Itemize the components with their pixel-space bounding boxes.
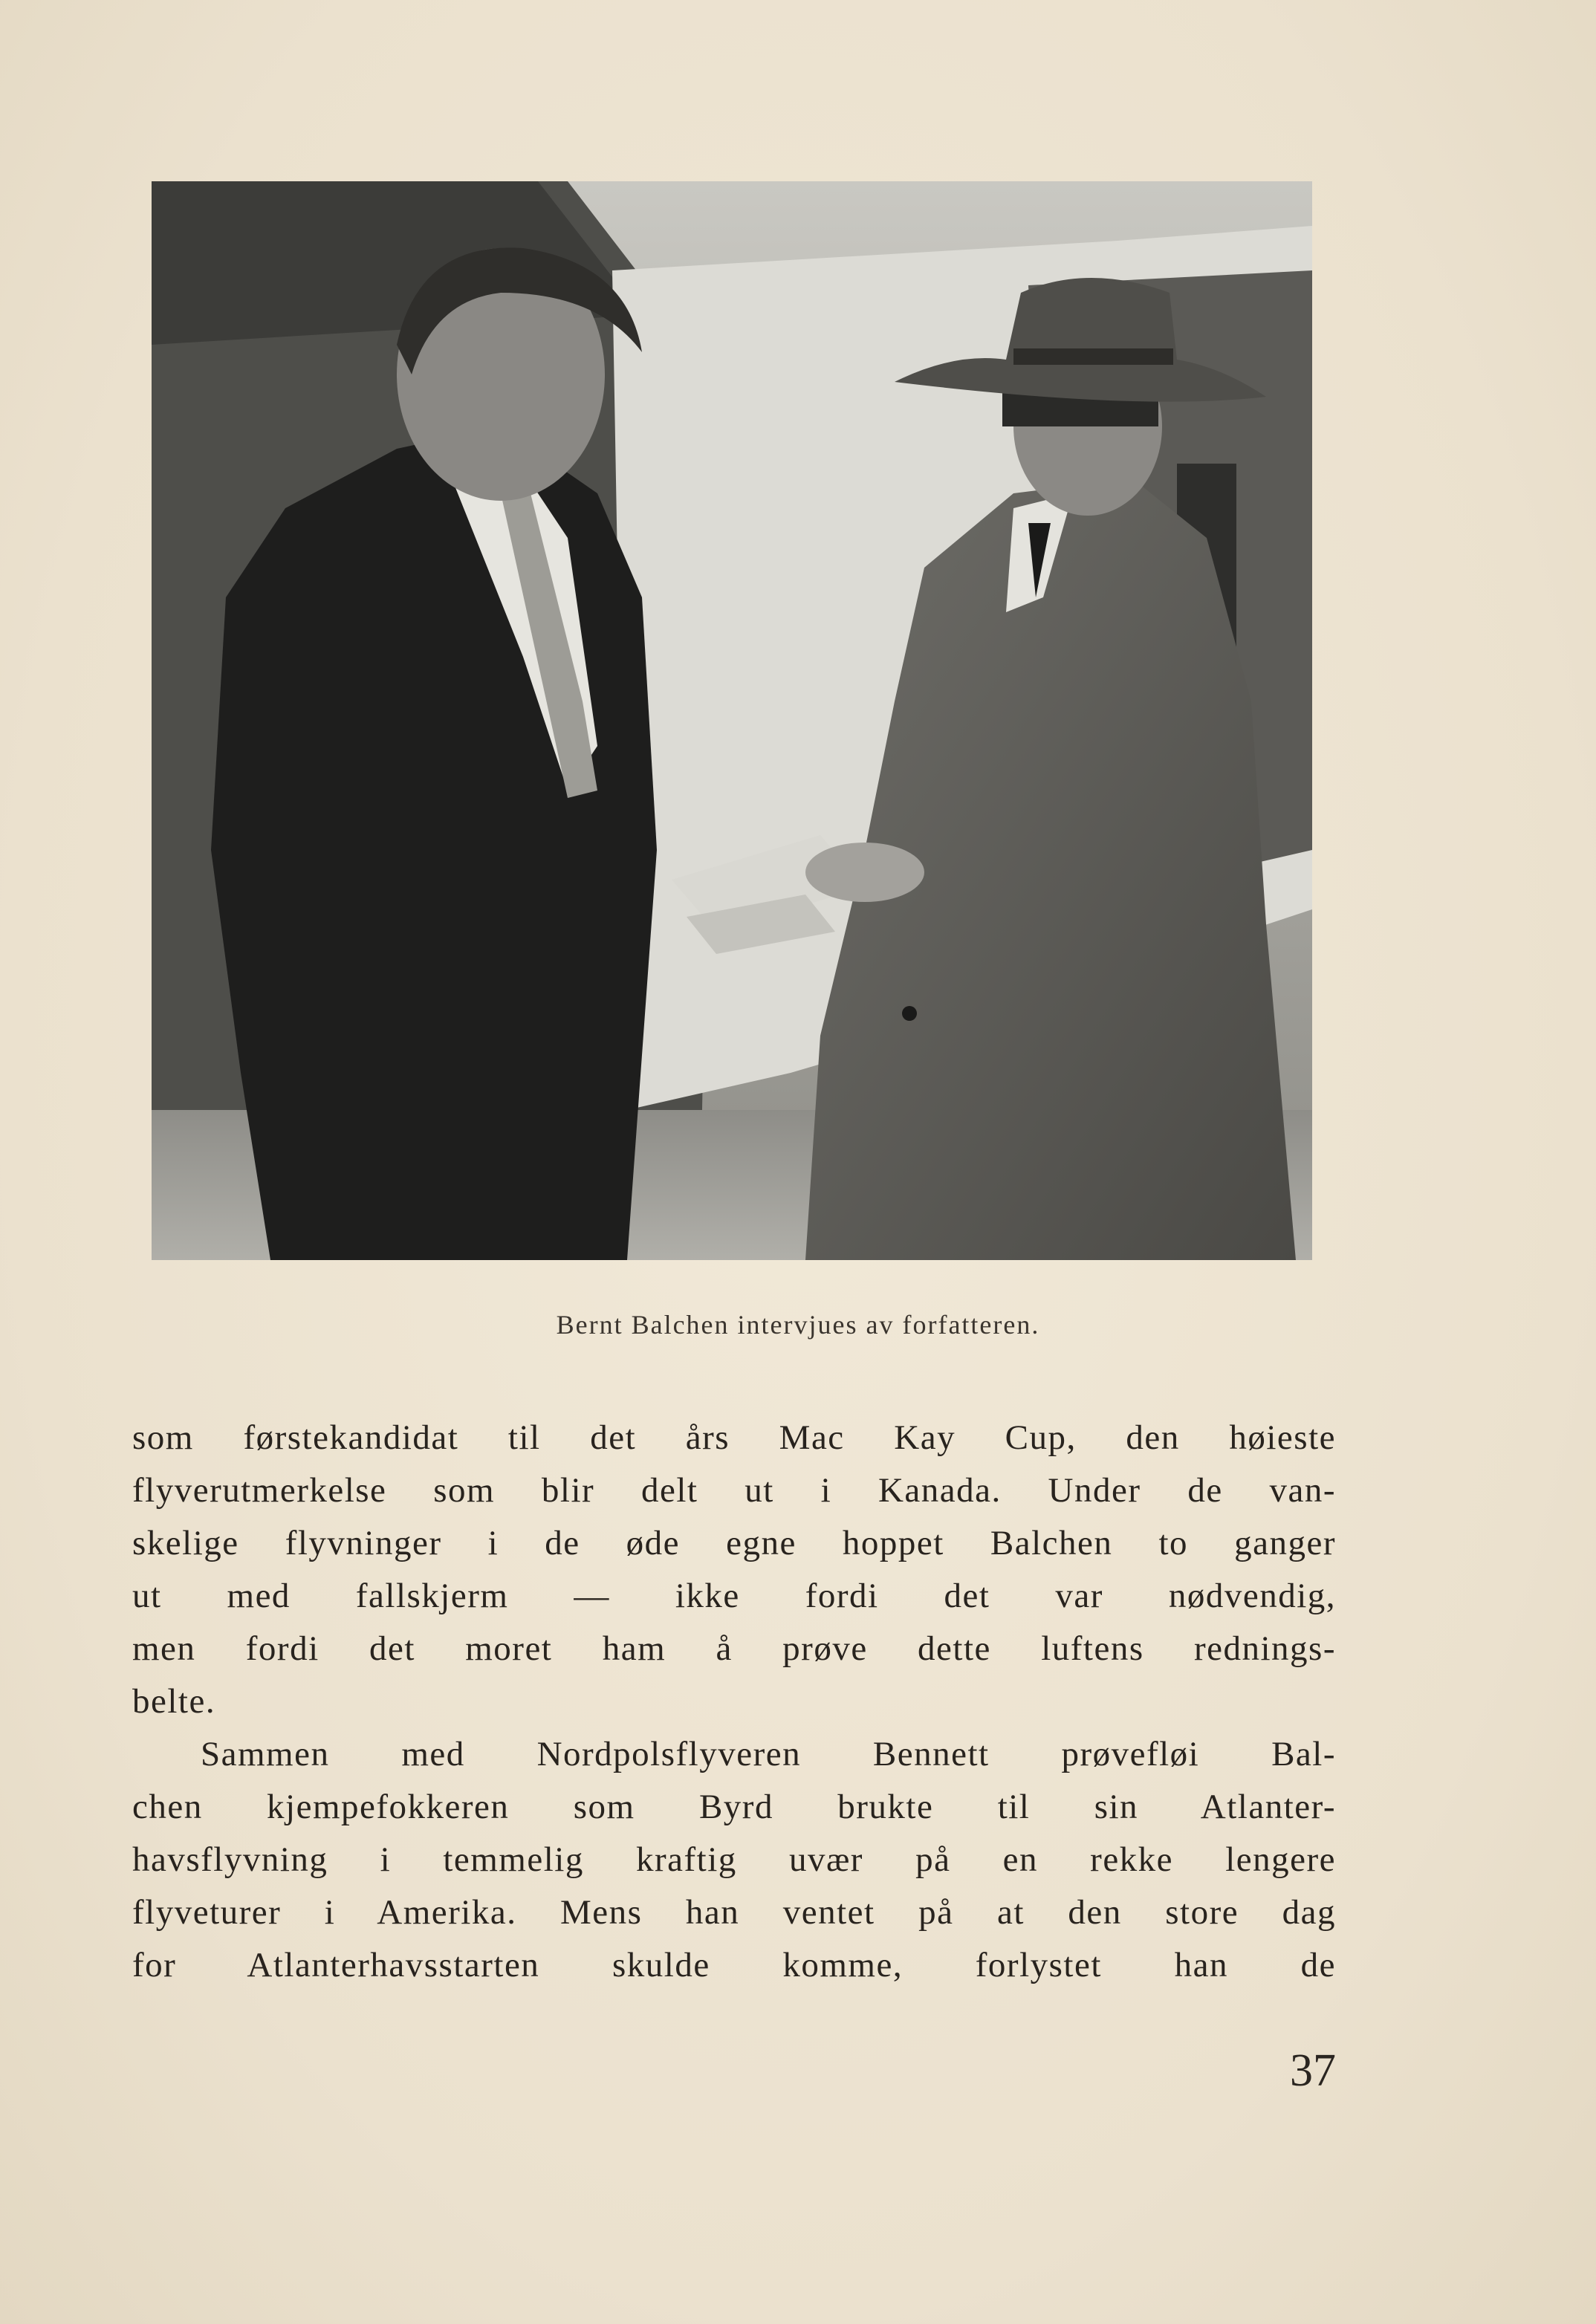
text-line: for Atlanterhavsstarten skulde komme, forlystet han de	[132, 1946, 1336, 1984]
body-text	[132, 1412, 1336, 1992]
text-line: skelige flyvninger i de øde egne hoppet Balchen to ganger	[132, 1524, 1336, 1562]
text-line: Sammen med Nordpolsflyveren Bennett prøvefløi Bal-	[201, 1735, 1336, 1773]
text-line: men fordi det moret ham å prøve dette luftens rednings-	[132, 1629, 1336, 1668]
text-line: flyverutmerkelse som blir delt ut i Kanada. Under de van-	[132, 1471, 1336, 1510]
page-number: 37	[1290, 2045, 1336, 2096]
text-line: ut med fallskjerm — ikke fordi det var nødvendig,	[132, 1577, 1336, 1615]
text-line: flyveturer i Amerika. Mens han ventet på at den store dag	[132, 1893, 1336, 1932]
photograph-icon	[152, 181, 1312, 1260]
text-line: havsflyvning i temmelig kraftig uvær på en rekke lengere	[132, 1840, 1336, 1879]
photo-caption: Bernt Balchen intervjues av forfatteren.	[556, 1310, 1040, 1340]
text-line: som førstekandidat til det års Mac Kay Cup, den høieste	[132, 1418, 1336, 1457]
text-line: belte.	[132, 1682, 216, 1721]
text-line: chen kjempefokkeren som Byrd brukte til sin Atlanter-	[132, 1788, 1336, 1826]
photograph	[152, 181, 1312, 1260]
